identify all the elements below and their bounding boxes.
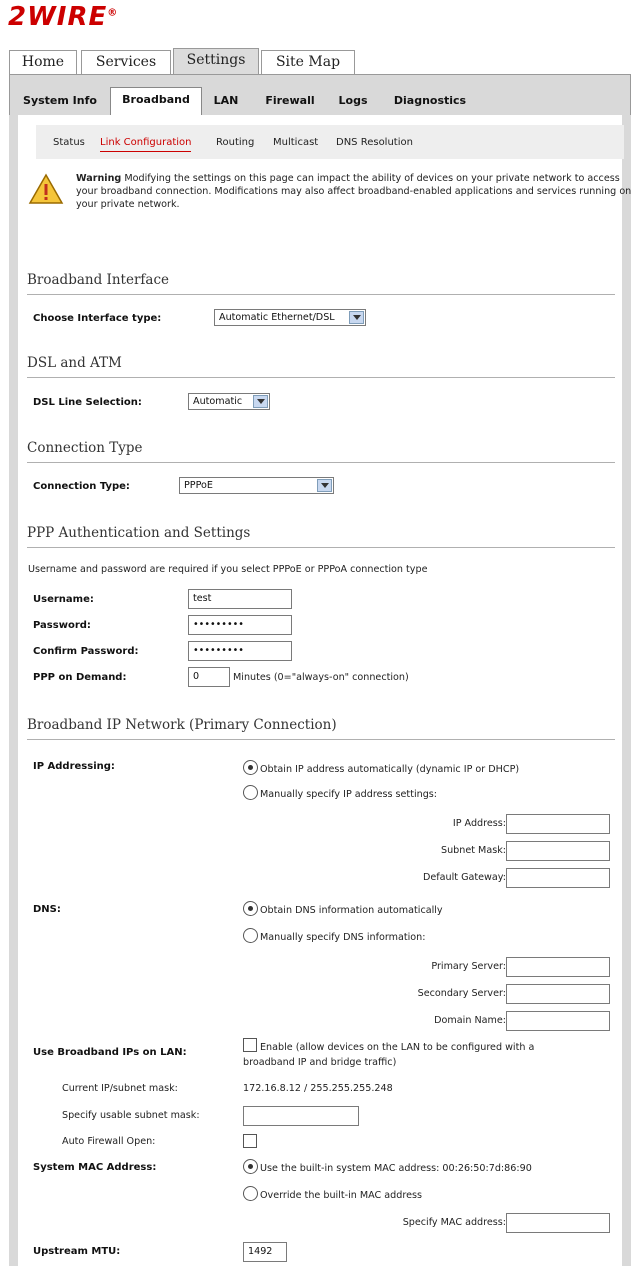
dns-auto-radio[interactable] bbox=[243, 901, 258, 916]
brand-logo: 2WIRE® bbox=[8, 2, 119, 32]
nav-status[interactable]: Status bbox=[53, 137, 85, 148]
current-ip-label: Current IP/subnet mask: bbox=[62, 1083, 178, 1094]
use-broadband-ips-enable-1: Enable (allow devices on the LAN to be configured with a bbox=[260, 1042, 535, 1053]
subnet-mask-label: Subnet Mask: bbox=[441, 845, 506, 856]
password-input[interactable]: ••••••••• bbox=[188, 615, 292, 635]
section-broadband-interface: Broadband Interface bbox=[27, 272, 615, 295]
ppp-demand-label: PPP on Demand: bbox=[33, 672, 127, 683]
chevron-down-icon bbox=[317, 479, 332, 492]
subtab-lan[interactable]: LAN bbox=[213, 94, 239, 107]
upstream-mtu-label: Upstream MTU: bbox=[33, 1246, 121, 1257]
nav-multicast[interactable]: Multicast bbox=[273, 137, 319, 148]
tab-services[interactable]: Services bbox=[81, 50, 171, 75]
dns-manual-radio[interactable] bbox=[243, 928, 258, 943]
domain-name-label: Domain Name: bbox=[434, 1015, 506, 1026]
section-ip-network: Broadband IP Network (Primary Connection) bbox=[27, 717, 615, 740]
use-broadband-ips-label: Use Broadband IPs on LAN: bbox=[33, 1047, 187, 1058]
dsl-line-select[interactable] bbox=[188, 393, 270, 410]
specify-mac-input[interactable] bbox=[506, 1213, 610, 1233]
connection-type-select[interactable] bbox=[179, 477, 334, 494]
chevron-down-icon bbox=[253, 395, 268, 408]
default-gateway-label: Default Gateway: bbox=[422, 872, 506, 883]
secondary-server-input[interactable] bbox=[506, 984, 610, 1004]
dns-auto-label: Obtain DNS information automatically bbox=[260, 905, 443, 916]
domain-name-input[interactable] bbox=[506, 1011, 610, 1031]
ppp-demand-hint: Minutes (0="always-on" connection) bbox=[233, 672, 409, 683]
confirm-password-label: Confirm Password: bbox=[33, 646, 139, 657]
nav-link-configuration[interactable]: Link Configuration bbox=[100, 137, 192, 148]
sub-nav bbox=[9, 75, 631, 115]
warning-message bbox=[76, 172, 636, 211]
subtab-system-info[interactable]: System Info bbox=[23, 94, 97, 107]
default-gateway-input[interactable] bbox=[506, 868, 610, 888]
dns-manual-label: Manually specify DNS information: bbox=[260, 932, 426, 943]
mac-builtin-label: Use the built-in system MAC address: 00:26:50:7d:86:90 bbox=[260, 1163, 532, 1174]
primary-server-input[interactable] bbox=[506, 957, 610, 977]
section-connection-type: Connection Type bbox=[27, 440, 615, 463]
link-subnav bbox=[36, 125, 624, 159]
ip-addressing-label: IP Addressing: bbox=[33, 761, 115, 772]
upstream-mtu-input[interactable]: 1492 bbox=[243, 1242, 287, 1262]
current-ip-value: 172.16.8.12 / 255.255.255.248 bbox=[243, 1083, 393, 1094]
mac-override-radio[interactable] bbox=[243, 1186, 258, 1201]
use-broadband-ips-checkbox[interactable] bbox=[243, 1038, 257, 1052]
ppp-note: Username and password are required if you select PPPoE or PPPoA connection type bbox=[28, 564, 428, 575]
specify-mac-label: Specify MAC address: bbox=[402, 1217, 506, 1228]
secondary-server-label: Secondary Server: bbox=[417, 988, 506, 999]
usable-mask-input[interactable] bbox=[243, 1106, 359, 1126]
mac-builtin-radio[interactable] bbox=[243, 1159, 258, 1174]
ip-auto-label: Obtain IP address automatically (dynamic IP or DHCP) bbox=[260, 764, 520, 775]
interface-type-label: Choose Interface type: bbox=[33, 313, 162, 324]
ip-manual-radio[interactable] bbox=[243, 785, 258, 800]
main-panel bbox=[9, 115, 631, 1266]
username-label: Username: bbox=[33, 594, 94, 605]
section-ppp: PPP Authentication and Settings bbox=[27, 525, 615, 548]
password-label: Password: bbox=[33, 620, 91, 631]
primary-server-label: Primary Server: bbox=[431, 961, 506, 972]
subtab-broadband[interactable]: Broadband bbox=[110, 87, 202, 115]
nav-routing[interactable]: Routing bbox=[216, 137, 255, 148]
warning-icon bbox=[28, 173, 64, 205]
subtab-firewall[interactable]: Firewall bbox=[265, 94, 315, 107]
ppp-demand-input[interactable]: 0 bbox=[188, 667, 230, 687]
ip-auto-radio[interactable] bbox=[243, 760, 258, 775]
interface-type-select[interactable] bbox=[214, 309, 366, 326]
warning-title: Warning bbox=[76, 173, 122, 184]
subnet-mask-input[interactable] bbox=[506, 841, 610, 861]
connection-type-label: Connection Type: bbox=[33, 481, 130, 492]
ip-address-input[interactable] bbox=[506, 814, 610, 834]
ip-manual-label: Manually specify IP address settings: bbox=[260, 789, 438, 800]
ip-address-label: IP Address: bbox=[452, 818, 506, 829]
dsl-line-value: Automatic bbox=[193, 396, 243, 407]
confirm-password-input[interactable]: ••••••••• bbox=[188, 641, 292, 661]
dsl-line-label: DSL Line Selection: bbox=[33, 397, 142, 408]
auto-firewall-checkbox[interactable] bbox=[243, 1134, 257, 1148]
use-broadband-ips-enable-2: broadband IP and bridge traffic) bbox=[243, 1057, 397, 1068]
username-input[interactable]: test bbox=[188, 589, 292, 609]
system-mac-label: System MAC Address: bbox=[33, 1162, 157, 1173]
section-dsl-atm: DSL and ATM bbox=[27, 355, 615, 378]
interface-type-value: Automatic Ethernet/DSL bbox=[219, 312, 335, 323]
mac-override-label: Override the built-in MAC address bbox=[260, 1190, 422, 1201]
subtab-diagnostics[interactable]: Diagnostics bbox=[393, 94, 467, 107]
tab-site-map[interactable]: Site Map bbox=[261, 50, 355, 75]
auto-firewall-label: Auto Firewall Open: bbox=[62, 1136, 156, 1147]
warning-body: Modifying the settings on this page can impact the ability of devices on your private network to access your broadband connection. Modifications may also affect broadband-enabled applications and services running on your private network. bbox=[76, 173, 632, 210]
chevron-down-icon bbox=[349, 311, 364, 324]
dns-label: DNS: bbox=[33, 904, 61, 915]
connection-type-value: PPPoE bbox=[184, 480, 213, 491]
nav-dns-resolution[interactable]: DNS Resolution bbox=[336, 137, 413, 148]
subtab-logs[interactable]: Logs bbox=[338, 94, 368, 107]
tab-home[interactable]: Home bbox=[9, 50, 77, 75]
tab-settings[interactable]: Settings bbox=[173, 48, 259, 75]
usable-mask-label: Specify usable subnet mask: bbox=[62, 1110, 200, 1121]
